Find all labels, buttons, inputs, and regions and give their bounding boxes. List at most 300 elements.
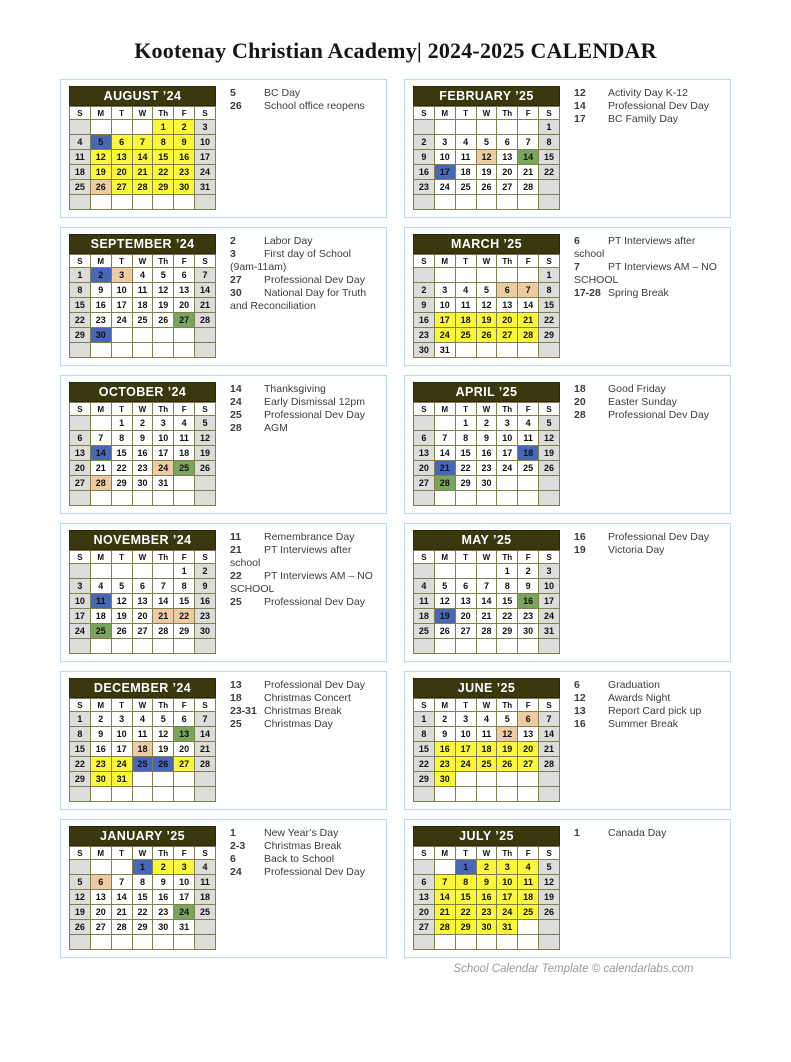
week-row: [414, 564, 560, 579]
day-cell: 5: [539, 860, 560, 875]
events-list: [230, 678, 378, 803]
event-date: 20: [574, 396, 586, 408]
day-cell: [476, 491, 497, 506]
day-cell: 14: [132, 150, 153, 165]
month-table: [413, 402, 560, 506]
day-cell: [539, 639, 560, 654]
day-cell: [497, 772, 518, 787]
day-cell: 24: [111, 313, 132, 328]
day-cell: 26: [476, 328, 497, 343]
day-cell: 21: [476, 609, 497, 624]
day-cell: 3: [70, 579, 91, 594]
day-cell: [90, 564, 111, 579]
week-row: [70, 624, 216, 639]
month-title: OCTOBER ’24: [69, 382, 216, 402]
weekday-header: S: [195, 699, 216, 712]
week-row: [414, 787, 560, 802]
day-cell: 14: [90, 446, 111, 461]
day-cell: 13: [174, 283, 195, 298]
day-cell: 4: [132, 712, 153, 727]
week-row: [70, 431, 216, 446]
day-cell: 11: [70, 150, 91, 165]
week-row: [414, 268, 560, 283]
weekday-header: S: [70, 551, 91, 564]
day-cell: [476, 787, 497, 802]
day-cell: [476, 772, 497, 787]
day-cell: [476, 195, 497, 210]
weekday-header: S: [414, 847, 435, 860]
day-cell: 27: [414, 476, 435, 491]
day-cell: 11: [518, 431, 539, 446]
week-row: [414, 594, 560, 609]
day-cell: [111, 564, 132, 579]
week-row: [414, 343, 560, 358]
day-cell: 14: [518, 150, 539, 165]
month-panel: [404, 227, 731, 366]
month-calendar: [413, 678, 560, 803]
month-title: SEPTEMBER ’24: [69, 234, 216, 254]
day-cell: [174, 639, 195, 654]
day-cell: 18: [518, 890, 539, 905]
week-row: [70, 268, 216, 283]
weekday-header: T: [455, 847, 476, 860]
day-cell: 16: [90, 742, 111, 757]
day-cell: 22: [111, 461, 132, 476]
day-cell: 10: [539, 579, 560, 594]
day-cell: [455, 564, 476, 579]
month-calendar: [69, 826, 216, 951]
week-row: [70, 180, 216, 195]
weekday-header: Th: [153, 255, 174, 268]
weekday-header: M: [90, 107, 111, 120]
week-row: [414, 609, 560, 624]
day-cell: 11: [195, 875, 216, 890]
day-cell: [518, 195, 539, 210]
weekday-header: S: [70, 255, 91, 268]
day-cell: [497, 491, 518, 506]
day-cell: 27: [518, 757, 539, 772]
day-cell: 7: [476, 579, 497, 594]
day-cell: [414, 268, 435, 283]
day-cell: [414, 639, 435, 654]
day-cell: 8: [455, 431, 476, 446]
day-cell: 12: [195, 431, 216, 446]
week-row: [414, 416, 560, 431]
day-cell: 16: [476, 890, 497, 905]
day-cell: 2: [414, 135, 435, 150]
day-cell: 10: [174, 875, 195, 890]
day-cell: 15: [539, 150, 560, 165]
weekday-header: W: [476, 403, 497, 416]
event-item: [574, 287, 722, 300]
day-cell: 19: [90, 165, 111, 180]
week-row: [70, 446, 216, 461]
day-cell: 5: [153, 712, 174, 727]
day-cell: [414, 416, 435, 431]
month-calendar: [69, 234, 216, 359]
month-panel: [60, 671, 387, 810]
day-cell: 25: [518, 905, 539, 920]
day-cell: 24: [70, 624, 91, 639]
day-cell: 23: [195, 609, 216, 624]
weekday-header: W: [476, 107, 497, 120]
day-cell: 27: [497, 180, 518, 195]
weekday-header: M: [90, 255, 111, 268]
week-row: [414, 890, 560, 905]
day-cell: 20: [455, 609, 476, 624]
month-title: APRIL ’25: [413, 382, 560, 402]
month-table: [69, 846, 216, 950]
month-panel: [404, 819, 731, 958]
day-cell: 1: [455, 860, 476, 875]
day-cell: 4: [132, 268, 153, 283]
day-cell: 11: [132, 283, 153, 298]
day-cell: 1: [153, 120, 174, 135]
week-row: [70, 283, 216, 298]
event-item: [574, 827, 722, 840]
event-description: PT Interviews after school: [574, 235, 696, 260]
day-cell: 30: [476, 476, 497, 491]
day-cell: [132, 564, 153, 579]
day-cell: [132, 328, 153, 343]
event-item: [574, 383, 722, 396]
day-cell: [132, 935, 153, 950]
event-item: [574, 235, 722, 261]
weekday-header: Th: [153, 699, 174, 712]
day-cell: [174, 195, 195, 210]
day-cell: 10: [111, 283, 132, 298]
event-description: PT Interviews AM – NO SCHOOL: [230, 570, 373, 595]
week-row: [70, 742, 216, 757]
day-cell: 2: [195, 564, 216, 579]
day-cell: [70, 416, 91, 431]
day-cell: [455, 787, 476, 802]
day-cell: [518, 772, 539, 787]
day-cell: 18: [476, 742, 497, 757]
day-cell: 1: [174, 564, 195, 579]
day-cell: 25: [518, 461, 539, 476]
day-cell: 10: [497, 875, 518, 890]
day-cell: [539, 920, 560, 935]
day-cell: 23: [132, 461, 153, 476]
weekday-header: F: [174, 847, 195, 860]
day-cell: [455, 268, 476, 283]
event-item: [574, 531, 722, 544]
day-cell: [414, 491, 435, 506]
week-row: [70, 165, 216, 180]
week-row: [414, 579, 560, 594]
day-cell: 14: [434, 890, 455, 905]
weekday-header: T: [111, 699, 132, 712]
event-description: Canada Day: [608, 827, 667, 839]
weekday-header: S: [70, 699, 91, 712]
weekday-header: Th: [497, 403, 518, 416]
day-cell: 24: [111, 757, 132, 772]
week-row: [414, 624, 560, 639]
week-row: [414, 920, 560, 935]
day-cell: 6: [414, 431, 435, 446]
page-title: Kootenay Christian Academy| 2024-2025 CALENDAR: [134, 38, 657, 63]
event-item: [230, 531, 378, 544]
event-date: 1: [230, 827, 236, 839]
day-cell: 25: [455, 328, 476, 343]
event-description: Professional Dev Day: [608, 531, 709, 543]
day-cell: 27: [414, 920, 435, 935]
day-cell: [70, 935, 91, 950]
event-description: Professional Dev Day: [264, 866, 365, 878]
day-cell: 23: [90, 757, 111, 772]
week-row: [414, 905, 560, 920]
week-row: [70, 609, 216, 624]
day-cell: 24: [195, 165, 216, 180]
day-cell: [539, 180, 560, 195]
month-calendar: [413, 382, 560, 507]
day-cell: 22: [70, 757, 91, 772]
day-cell: 8: [539, 283, 560, 298]
day-cell: [434, 195, 455, 210]
events-list: [230, 86, 378, 211]
day-cell: 19: [476, 313, 497, 328]
weekday-header: S: [414, 699, 435, 712]
day-cell: 6: [518, 712, 539, 727]
week-row: [414, 165, 560, 180]
event-item: [574, 409, 722, 422]
month-table: [413, 550, 560, 654]
day-cell: 20: [70, 461, 91, 476]
weekday-header-row: [414, 107, 560, 120]
day-cell: [132, 787, 153, 802]
event-date: 13: [230, 679, 242, 691]
day-cell: [476, 935, 497, 950]
event-description: Professional Dev Day: [608, 100, 709, 112]
day-cell: 20: [90, 905, 111, 920]
day-cell: [111, 935, 132, 950]
event-item: [230, 87, 378, 100]
day-cell: 22: [497, 609, 518, 624]
day-cell: 8: [455, 875, 476, 890]
week-row: [70, 298, 216, 313]
event-description: Summer Break: [608, 718, 679, 730]
event-date: 5: [230, 87, 236, 99]
day-cell: [195, 787, 216, 802]
day-cell: [90, 416, 111, 431]
day-cell: 9: [476, 431, 497, 446]
month-panel: [404, 671, 731, 810]
day-cell: [414, 564, 435, 579]
day-cell: 12: [111, 594, 132, 609]
day-cell: 31: [539, 624, 560, 639]
day-cell: 3: [539, 564, 560, 579]
day-cell: 14: [195, 283, 216, 298]
week-row: [414, 727, 560, 742]
day-cell: [111, 343, 132, 358]
day-cell: [455, 772, 476, 787]
day-cell: 14: [518, 298, 539, 313]
day-cell: 11: [518, 875, 539, 890]
day-cell: [476, 268, 497, 283]
week-row: [70, 491, 216, 506]
day-cell: 5: [70, 875, 91, 890]
day-cell: 29: [153, 180, 174, 195]
month-calendar: [413, 530, 560, 655]
day-cell: 9: [90, 283, 111, 298]
day-cell: 17: [174, 890, 195, 905]
day-cell: 17: [434, 313, 455, 328]
month-title: AUGUST ’24: [69, 86, 216, 106]
day-cell: 18: [132, 742, 153, 757]
event-item: [230, 248, 378, 274]
day-cell: 7: [132, 135, 153, 150]
week-row: [70, 727, 216, 742]
event-description: BC Family Day: [608, 113, 679, 125]
weekday-header: W: [132, 847, 153, 860]
day-cell: 1: [70, 268, 91, 283]
weekday-header: S: [195, 107, 216, 120]
day-cell: [153, 639, 174, 654]
weekday-header: F: [518, 107, 539, 120]
day-cell: 30: [153, 920, 174, 935]
day-cell: 25: [132, 757, 153, 772]
day-cell: 12: [497, 727, 518, 742]
week-row: [414, 298, 560, 313]
event-description: Thanksgiving: [264, 383, 326, 395]
day-cell: 21: [111, 905, 132, 920]
event-description: Christmas Day: [264, 718, 333, 730]
day-cell: 18: [518, 446, 539, 461]
events-list: [574, 678, 722, 803]
event-item: [230, 570, 378, 596]
day-cell: 10: [153, 431, 174, 446]
day-cell: 7: [518, 283, 539, 298]
day-cell: [434, 491, 455, 506]
day-cell: 10: [70, 594, 91, 609]
day-cell: 2: [414, 283, 435, 298]
day-cell: 1: [455, 416, 476, 431]
day-cell: [174, 343, 195, 358]
day-cell: 6: [111, 135, 132, 150]
event-item: [230, 396, 378, 409]
week-row: [414, 328, 560, 343]
day-cell: [90, 860, 111, 875]
day-cell: 18: [70, 165, 91, 180]
weekday-header: Th: [153, 403, 174, 416]
week-row: [70, 757, 216, 772]
event-date: 13: [574, 705, 586, 717]
week-row: [414, 180, 560, 195]
day-cell: 3: [195, 120, 216, 135]
day-cell: 13: [497, 298, 518, 313]
weekday-header: F: [174, 699, 195, 712]
event-date: 23-31: [230, 705, 257, 717]
day-cell: 18: [414, 609, 435, 624]
day-cell: 8: [497, 579, 518, 594]
day-cell: 12: [90, 150, 111, 165]
day-cell: 17: [434, 165, 455, 180]
day-cell: [476, 343, 497, 358]
week-row: [414, 461, 560, 476]
day-cell: 5: [476, 135, 497, 150]
day-cell: 17: [497, 890, 518, 905]
day-cell: 14: [111, 890, 132, 905]
day-cell: 2: [434, 712, 455, 727]
day-cell: 6: [497, 135, 518, 150]
day-cell: 13: [90, 890, 111, 905]
week-row: [414, 935, 560, 950]
event-description: Early Dismissal 12pm: [264, 396, 365, 408]
day-cell: 6: [174, 712, 195, 727]
day-cell: 26: [497, 757, 518, 772]
event-date: 28: [574, 409, 586, 421]
day-cell: [518, 120, 539, 135]
day-cell: 22: [414, 757, 435, 772]
day-cell: [455, 120, 476, 135]
month-title: JUNE ’25: [413, 678, 560, 698]
day-cell: 19: [111, 609, 132, 624]
events-list: [574, 382, 722, 507]
day-cell: [476, 639, 497, 654]
day-cell: 29: [455, 920, 476, 935]
week-row: [414, 135, 560, 150]
day-cell: 30: [476, 920, 497, 935]
day-cell: [132, 772, 153, 787]
event-date: 14: [230, 383, 242, 395]
day-cell: [153, 772, 174, 787]
day-cell: 27: [497, 328, 518, 343]
day-cell: 27: [70, 476, 91, 491]
day-cell: 21: [132, 165, 153, 180]
event-description: AGM: [264, 422, 288, 434]
day-cell: 23: [434, 757, 455, 772]
day-cell: 22: [70, 313, 91, 328]
day-cell: 6: [132, 579, 153, 594]
day-cell: 29: [70, 772, 91, 787]
day-cell: 30: [414, 343, 435, 358]
day-cell: 29: [70, 328, 91, 343]
day-cell: 26: [70, 920, 91, 935]
day-cell: 9: [174, 135, 195, 150]
day-cell: 5: [539, 416, 560, 431]
week-row: [414, 772, 560, 787]
weekday-header: M: [90, 699, 111, 712]
day-cell: 1: [70, 712, 91, 727]
day-cell: 22: [132, 905, 153, 920]
day-cell: [518, 476, 539, 491]
event-description: First day of School (9am-11am): [230, 248, 351, 273]
day-cell: [70, 787, 91, 802]
day-cell: 23: [518, 609, 539, 624]
day-cell: 15: [455, 446, 476, 461]
day-cell: 30: [132, 476, 153, 491]
day-cell: 17: [539, 594, 560, 609]
week-row: [414, 283, 560, 298]
day-cell: [434, 268, 455, 283]
day-cell: [195, 476, 216, 491]
weekday-header: Th: [497, 551, 518, 564]
month-table: [69, 402, 216, 506]
events-list: [230, 826, 378, 951]
day-cell: [497, 787, 518, 802]
day-cell: 9: [153, 875, 174, 890]
event-item: [574, 261, 722, 287]
day-cell: 28: [539, 757, 560, 772]
day-cell: 16: [414, 313, 435, 328]
day-cell: 21: [539, 742, 560, 757]
day-cell: 28: [476, 624, 497, 639]
day-cell: [476, 120, 497, 135]
events-list: [230, 234, 378, 359]
day-cell: 11: [132, 727, 153, 742]
day-cell: 9: [195, 579, 216, 594]
